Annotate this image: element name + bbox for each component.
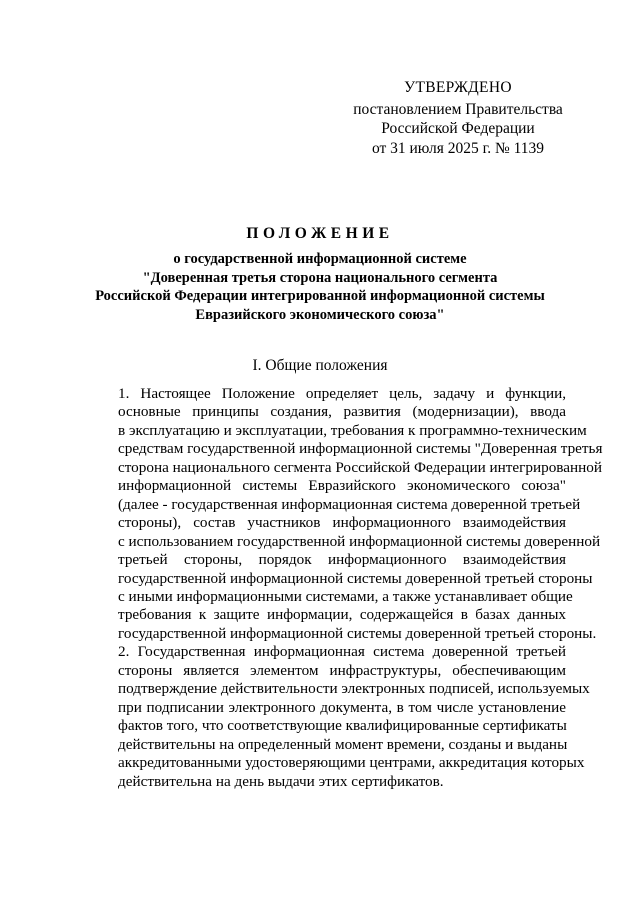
paragraph-line: сторона национального сегмента Российской Федерации интегрированной bbox=[118, 458, 602, 476]
paragraph-line: государственной информационной системы доверенной третьей стороны. bbox=[118, 624, 597, 642]
paragraph-line: в эксплуатацию и эксплуатации, требования к программно-техническим bbox=[118, 421, 587, 439]
paragraph-line: действительны на определенный момент времени, созданы и выданы bbox=[118, 735, 568, 753]
paragraph-line: аккредитованными удостоверяющими центрами, аккредитация которых bbox=[118, 754, 585, 772]
document-title: ПОЛОЖЕНИЕ bbox=[246, 225, 394, 242]
paragraph-line: 2. Государственная информационная система доверенной третьей bbox=[118, 643, 566, 661]
paragraph-line: с иными информационными системами, а также устанавливает общие bbox=[118, 587, 573, 605]
paragraph-line: стороны), состав участников информационного взаимодействия bbox=[118, 514, 566, 532]
approval-line-1: постановлением Правительства bbox=[353, 100, 563, 118]
subtitle-line-3: Российской Федерации интегрированной информационной системы bbox=[95, 288, 545, 305]
paragraph-line: информационной системы Евразийского экономического союза" bbox=[118, 477, 566, 495]
paragraph-line: третьей стороны, порядок информационного взаимодействия bbox=[118, 551, 566, 569]
document-body bbox=[74, 385, 603, 791]
approval-line-2: Российской Федерации bbox=[381, 120, 535, 137]
section-heading: I. Общие положения bbox=[252, 357, 388, 374]
paragraph-line: действительна на день выдачи этих сертификатов. bbox=[118, 772, 444, 790]
paragraph-line: подтверждение действительности электронных подписей, используемых bbox=[118, 680, 590, 698]
paragraph-line: с использованием государственной информационной системы доверенной bbox=[118, 532, 601, 550]
paragraph-line: стороны является элементом инфраструктуры, обеспечивающим bbox=[118, 661, 566, 679]
approval-stamp bbox=[338, 78, 578, 158]
subtitle-line-2: "Доверенная третья сторона национального сегмента bbox=[142, 269, 498, 286]
subtitle-line-1: о государственной информационной системе bbox=[173, 251, 467, 267]
paragraph-line: требования к защите информации, содержащейся в базах данных bbox=[118, 606, 566, 624]
paragraph-line: при подписании электронного документа, в том числе установление bbox=[118, 698, 566, 716]
paragraph-line: фактов того, что соответствующие квалифицированные сертификаты bbox=[118, 717, 567, 735]
approval-line-3: от 31 июля 2025 г. № 1139 bbox=[371, 139, 545, 157]
paragraph-line: (далее - государственная информационная система доверенной третьей bbox=[118, 495, 581, 513]
paragraph-line: основные принципы создания, развития (модернизации), ввода bbox=[118, 403, 566, 421]
paragraph-line: государственной информационной системы доверенной третьей стороны bbox=[118, 569, 593, 587]
paragraph-line: средствам государственной информационной системы "Доверенная третья bbox=[118, 440, 603, 458]
paragraph-2 bbox=[74, 643, 590, 791]
subtitle-line-4: Евразийского экономического союза" bbox=[195, 306, 445, 323]
paragraph-line: 1. Настоящее Положение определяет цель, задачу и функции, bbox=[118, 385, 566, 402]
document-subtitle bbox=[60, 250, 580, 324]
approval-label: УТВЕРЖДЕНО bbox=[404, 79, 512, 96]
paragraph-1 bbox=[74, 385, 603, 643]
